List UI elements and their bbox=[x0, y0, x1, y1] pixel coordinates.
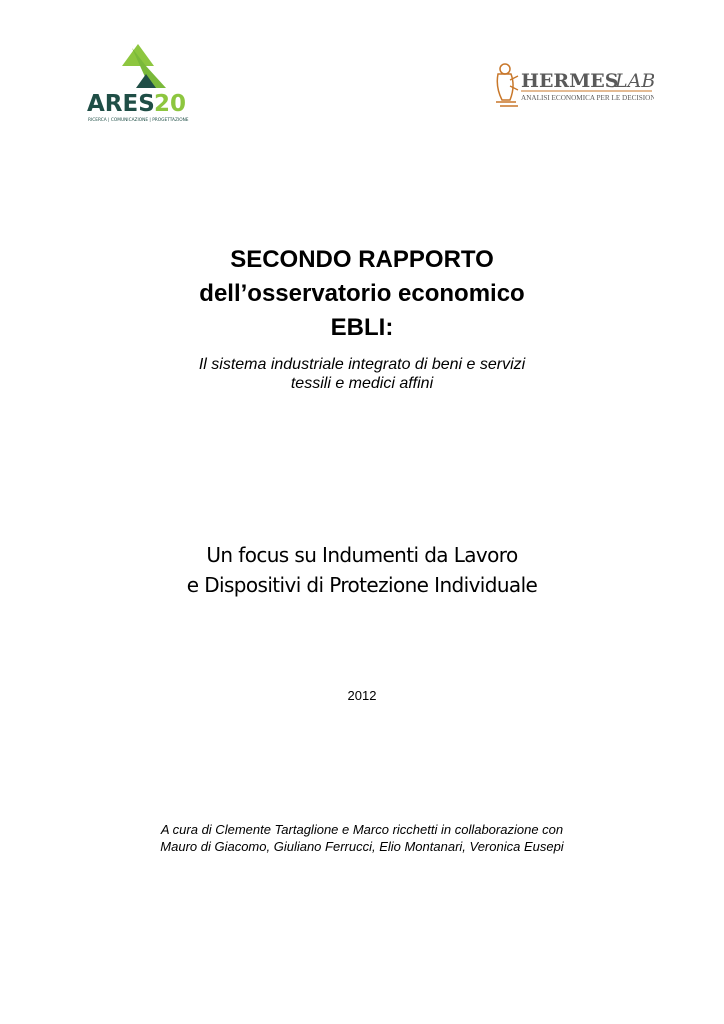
credits-line-2: Mauro di Giacomo, Giuliano Ferrucci, Elio Montanari, Veronica Eusepi bbox=[160, 839, 564, 854]
hermes-wordmark: HERMES bbox=[521, 70, 619, 92]
ares-number: 20 bbox=[154, 91, 187, 117]
ares-wordmark: ARES bbox=[87, 91, 155, 117]
lab-wordmark: LAB bbox=[615, 70, 654, 92]
hermes-figure-icon bbox=[496, 64, 518, 106]
subtitle-line-1: Il sistema industriale integrato di beni e servizi bbox=[198, 356, 526, 373]
ares-logo bbox=[86, 44, 198, 124]
focus-line-2: e Dispositivi di Protezione Individuale bbox=[186, 573, 538, 597]
credits-line-1: A cura di Clemente Tartaglione e Marco ricchetti in collaborazione con bbox=[160, 822, 564, 837]
focus-line-1: Un focus su Indumenti da Lavoro bbox=[206, 543, 518, 567]
focus-heading bbox=[0, 540, 724, 600]
hermeslab-logo-mark bbox=[494, 60, 654, 110]
hermeslab-logo bbox=[494, 60, 654, 110]
title-line-3: EBLI: bbox=[330, 314, 394, 341]
title-line-1: SECONDO RAPPORTO bbox=[230, 246, 494, 273]
publication-year: 2012 bbox=[347, 688, 377, 703]
ares-tagline: RICERCA | COMUNICAZIONE | PROGETTAZIONE bbox=[88, 118, 189, 123]
document-subtitle bbox=[0, 355, 724, 393]
ares-logo-mark bbox=[86, 44, 198, 124]
title-line-2: dell’osservatorio economico bbox=[199, 280, 525, 307]
hermes-tagline: ANALISI ECONOMICA PER LE DECISIONI bbox=[521, 94, 654, 102]
subtitle-line-2: tessili e medici affini bbox=[290, 375, 434, 392]
credits bbox=[0, 821, 724, 855]
document-title bbox=[0, 243, 724, 345]
